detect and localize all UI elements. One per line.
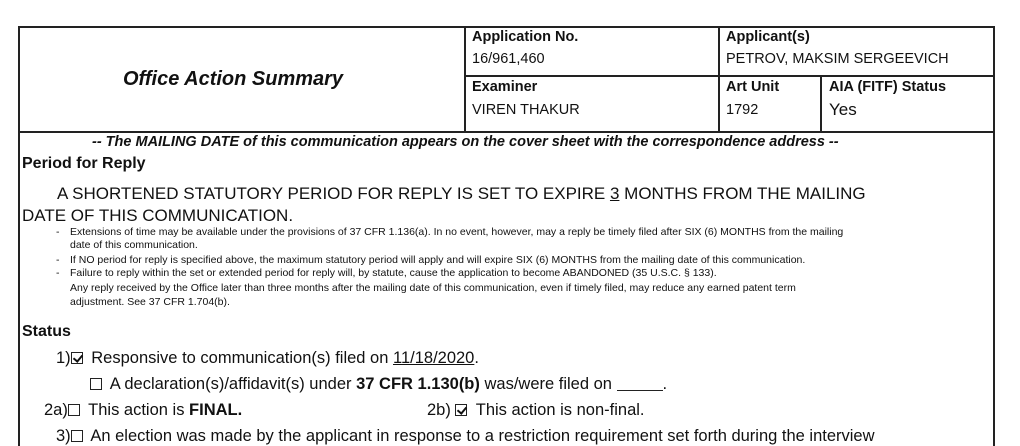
aia-status: Yes bbox=[829, 100, 857, 119]
declaration-text: A declaration(s)/affidavit(s) under bbox=[109, 375, 357, 393]
status-item-2a bbox=[44, 401, 242, 420]
period-note: Any reply received by the Office later than three months after the mailing date of this communication, even if timely filed, may reduce any earned patent term bbox=[70, 282, 796, 294]
examiner-label: Examiner bbox=[472, 79, 538, 95]
period-note: date of this communication. bbox=[70, 239, 198, 251]
status-heading: Status bbox=[22, 323, 71, 340]
status-declaration bbox=[90, 375, 667, 394]
page-title: Office Action Summary bbox=[123, 68, 344, 90]
period-note-bullet: - bbox=[56, 226, 60, 238]
item-end: . bbox=[474, 349, 479, 367]
item-text: An election was made by the applicant in response to a restriction requirement set forth during the interview bbox=[90, 427, 875, 445]
period-note-bullet: - bbox=[56, 267, 60, 279]
item-text: This action is non-final. bbox=[475, 401, 645, 419]
art-unit: 1792 bbox=[726, 102, 759, 118]
item-number: 2b) bbox=[427, 401, 451, 419]
item-number: 1) bbox=[56, 349, 71, 367]
period-text: A SHORTENED STATUTORY PERIOD FOR REPLY IS SET TO EXPIRE bbox=[57, 184, 610, 203]
header-divider bbox=[718, 26, 720, 132]
period-note: If NO period for reply is specified above, the maximum statutory period will apply and will expire SIX (6) MONTHS from the mailing date of this communication. bbox=[70, 254, 806, 266]
period-note: Failure to reply within the set or extended period for reply will, by statute, cause the application to become ABANDONED (35 U.S.C. § 133). bbox=[70, 267, 717, 279]
filed-date: 11/18/2020 bbox=[393, 349, 475, 367]
aia-status-label: AIA (FITF) Status bbox=[829, 79, 947, 95]
period-note-bullet: - bbox=[56, 254, 60, 266]
item-number: 2a) bbox=[44, 401, 68, 419]
header-divider bbox=[464, 75, 995, 77]
period-note: adjustment. See 37 CFR 1.704(b). bbox=[70, 296, 230, 308]
header-divider bbox=[464, 26, 466, 132]
item-text: Responsive to communication(s) filed on bbox=[91, 349, 393, 367]
applicants-label: Applicant(s) bbox=[726, 29, 810, 45]
responsive-checkbox[interactable] bbox=[71, 352, 83, 364]
final-checkbox[interactable] bbox=[68, 404, 80, 416]
declaration-checkbox[interactable] bbox=[90, 378, 102, 390]
item-number: 3) bbox=[56, 427, 71, 445]
period-heading: Period for Reply bbox=[22, 155, 146, 172]
header-bottom-rule bbox=[18, 131, 995, 133]
declaration-text-end: was/were filed on bbox=[479, 375, 617, 393]
art-unit-label: Art Unit bbox=[726, 79, 780, 95]
non-final-checkbox[interactable] bbox=[455, 404, 467, 416]
declaration-rule: 37 CFR 1.130(b) bbox=[356, 375, 480, 393]
period-statement-line2: DATE OF THIS COMMUNICATION. bbox=[22, 206, 294, 225]
status-item-3 bbox=[56, 427, 875, 446]
period-note: Extensions of time may be available under the provisions of 37 CFR 1.136(a). In no event, however, may a reply be timely filed after SIX (6) MONTHS from the mailing bbox=[70, 226, 844, 238]
applicants: PETROV, MAKSIM SERGEEVICH bbox=[726, 51, 949, 67]
election-checkbox[interactable] bbox=[71, 430, 83, 442]
declaration-date-blank bbox=[617, 376, 663, 391]
item-text: This action is bbox=[88, 401, 190, 419]
application-no-label: Application No. bbox=[472, 29, 579, 45]
status-item-1 bbox=[56, 349, 479, 368]
declaration-end: . bbox=[662, 375, 668, 393]
application-no: 16/961,460 bbox=[472, 51, 545, 67]
status-item-2b bbox=[427, 401, 645, 420]
examiner: VIREN THAKUR bbox=[472, 102, 580, 118]
header-divider bbox=[820, 76, 822, 132]
mailing-date-note: -- The MAILING DATE of this communication appears on the cover sheet with the correspondence address -- bbox=[92, 134, 839, 150]
period-statement bbox=[57, 184, 866, 204]
period-months: 3 bbox=[609, 184, 620, 203]
period-text-end: MONTHS FROM THE MAILING bbox=[619, 184, 866, 203]
final-label: FINAL. bbox=[189, 401, 243, 419]
